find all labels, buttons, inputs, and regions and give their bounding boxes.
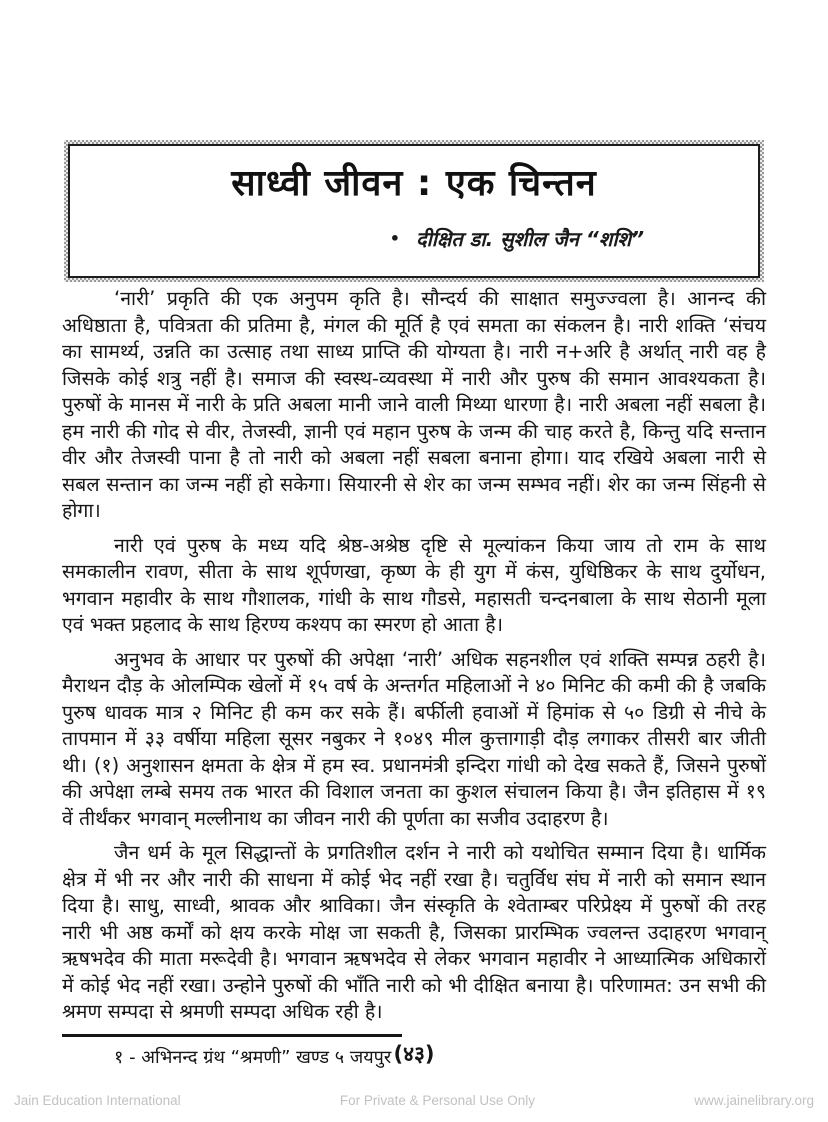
footer-left: Jain Education International — [14, 1093, 181, 1108]
footer-right[interactable]: www.jainelibrary.org — [694, 1093, 814, 1108]
bullet-icon: • — [389, 229, 400, 249]
paragraph-1: ‘नारी’ प्रकृति की एक अनुपम कृति है। सौन्दर्य की साक्षात समुज्ज्वला है। आनन्द की अधिष्ठाता है, पवित्रता की प्रतिमा है, मंगल की मूर्ति है एवं समता का संकलन है। नारी शक्ति ‘संचय का सामर्थ्य, उन्नति का उत्साह तथा साध्य प्राप्ति की योग्यता है। नारी न+अरि है अर्थात् नारी वह है जिसके कोई शत्रु नहीं है। समाज की स्वस्थ-व्यवस्था में नारी और पुरुष की समान आवश्यकता है। पुरुषों के मानस में नारी के प्रति अबला मानी जाने वाली मिथ्या धारणा है। नारी अबला नहीं सबला है। हम नारी की गोद से वीर, तेजस्वी, ज्ञानी एवं महान पुरुष के जन्म की चाह करते है, किन्तु यदि सन्तान वीर और तेजस्वी पाना है तो नारी को अबला नहीं सबला बनाना होगा। याद रखिये अबला नारी से सबल सन्तान का जन्म नहीं हो सकेगा। सियारनी से शेर का जन्म सम्भव नहीं। शेर का जन्म सिंहनी से होगा। — [62, 287, 766, 522]
paragraph-3: अनुभव के आधार पर पुरुषों की अपेक्षा ‘नारी’ अधिक सहनशील एवं शक्ति सम्पन्न ठहरी है। मैराथन दौड़ के ओलम्पिक खेलों में १५ वर्ष के अन्तर्गत महिलाओं ने ४० मिनिट की कमी की है जबकि पुरुष धावक मात्र २ मिनिट ही कम कर सके हैं। बर्फीली हवाओं में हिमांक से ५० डिग्री से नीचे के तापमान में ३३ वर्षीया महिला सूसर नबुकर ने १०४९ मील कुत्तागाड़ी दौड़ लगाकर तीसरी बार जीती थी। (१) अनुशासन क्षमता के क्षेत्र में हम स्व. प्रधानमंत्री इन्दिरा गांधी को देख सकते हैं, जिसने पुरुषों की अपेक्षा लम्बे समय तक भारत की विशाल जनता का कुशल संचालन किया है। जैन इतिहास में १९ वें तीर्थंकर भगवान् मल्लीनाथ का जीवन नारी की पूर्णता का सजीव उदाहरण है। — [62, 647, 766, 830]
paragraph-2: नारी एवं पुरुष के मध्य यदि श्रेष्ठ-अश्रेष्ठ दृष्टि से मूल्यांकन किया जाय तो राम के साथ समकालीन रावण, सीता के साथ शूर्पणखा, कृष्ण के ही युग में कंस, युधिष्ठिकर के साथ दुर्योधन, भगवान महावीर के साथ गौशालक, गांधी के साथ गौडसे, महासती चन्दनबाला के साथ सेठानी मूला एवं भक्त प्रहलाद के साथ हिरण्य कश्यप का स्मरण हो आता है। — [62, 533, 767, 636]
paragraph-4: जैन धर्म के मूल सिद्धान्तों के प्रगतिशील दर्शन ने नारी को यथोचित सम्मान दिया है। धार्मिक क्षेत्र में भी नर और नारी की साधना में कोई भेद नहीं रखा है। चतुर्विध संघ में नारी को समान स्थान दिया है। साधु, साध्वी, श्रावक और श्राविका। जैन संस्कृति के श्वेताम्बर परिप्रेक्ष्य में पुरुषों की तरह नारी भी अष्ठ कर्मों को क्षय करके मोक्ष जा सकती है, जिसका प्रारम्भिक ज्वलन्त उदाहरण भगवान् ऋषभदेव की माता मरूदेवी है। भगवान ऋषभदेव से लेकर भगवान महावीर ने आध्यात्मिक अधिकारों में कोई भेद नहीं रखा। उन्होने पुरुषों की भाँति नारी को भी दीक्षित बनाया है। परिणामत: उन सभी की श्रमण सम्पदा से श्रमणी सम्पदा अधिक रही है। — [62, 841, 766, 1023]
footer-center: For Private & Personal Use Only — [339, 1093, 535, 1108]
body-text — [62, 286, 766, 1079]
footnote-rule — [62, 1034, 402, 1037]
author-name: दीक्षित डा. सुशील जैन “शशि” — [416, 227, 644, 252]
article-title: साध्वी जीवन : एक चिन्तन — [231, 163, 597, 204]
page-number: (४३) — [393, 1042, 435, 1066]
title-box-inner — [68, 144, 760, 278]
title-box — [64, 140, 764, 282]
author-line — [92, 225, 736, 252]
footnote: १ - अभिनन्द ग्रंथ “श्रमणी” खण्ड ५ जयपुर — [114, 1046, 392, 1068]
scan-footer — [14, 1093, 814, 1108]
